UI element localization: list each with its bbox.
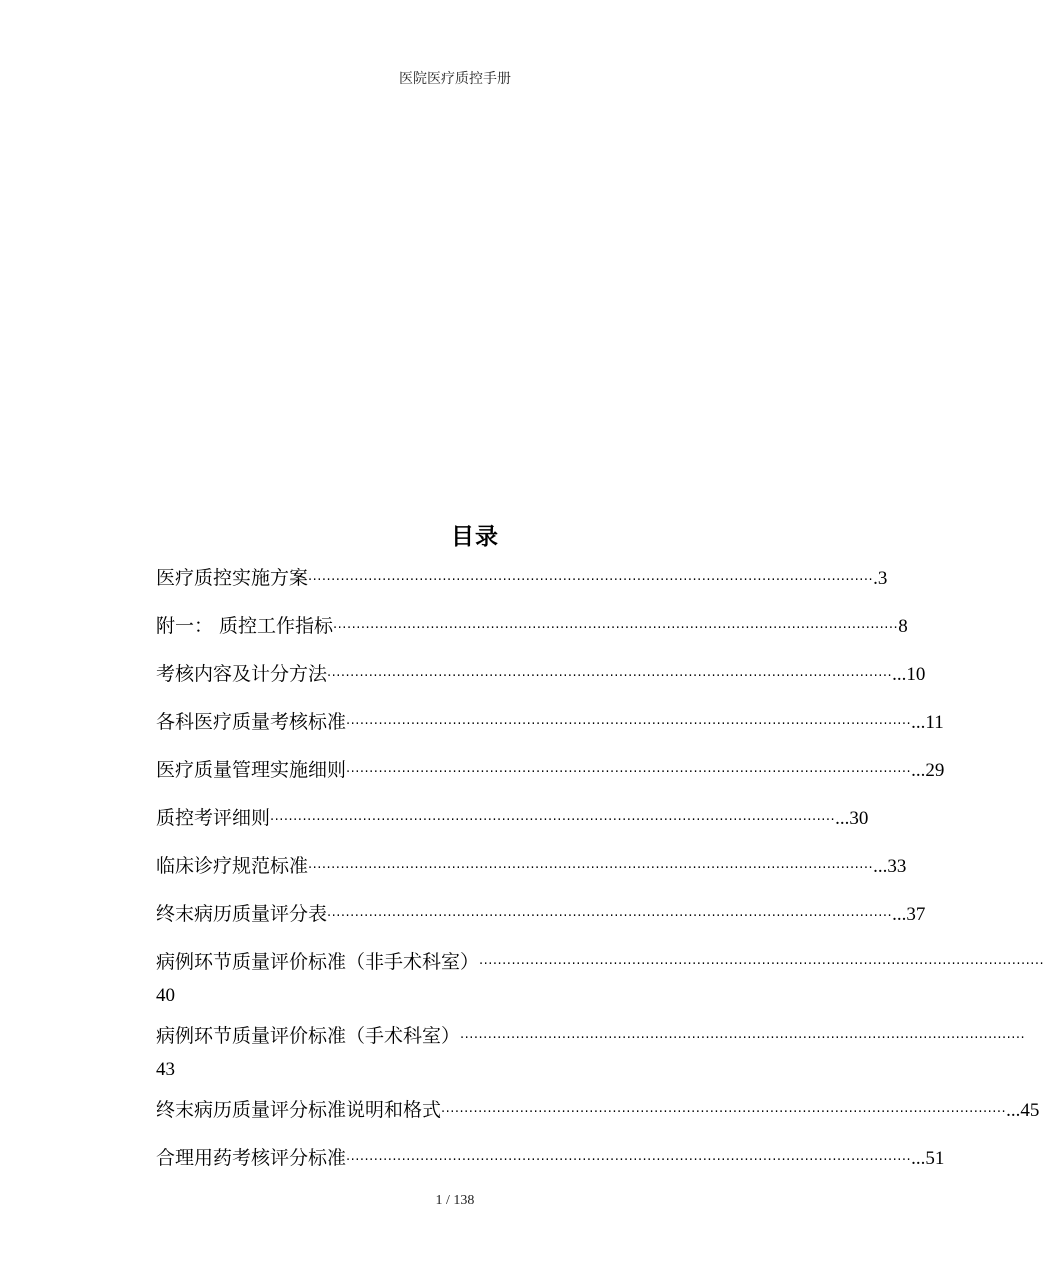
- toc-entry-label: 合理用药考核评分标准: [156, 1147, 347, 1169]
- dot-leader: ··························································································································: [308, 573, 874, 588]
- dot-leader: ··························································································································: [308, 861, 874, 876]
- toc-entry-page: ...11: [911, 712, 944, 733]
- dot-leader: ··························································································································: [441, 1105, 1007, 1120]
- dot-leader: ··························································································································: [346, 765, 912, 780]
- toc-entry-label: 各科医疗质量考核标准: [156, 711, 347, 733]
- toc-entry-label: 病例环节质量评价标准（非手术科室）: [156, 951, 480, 973]
- toc-entry[interactable]: [156, 1098, 1040, 1122]
- toc-entry-label: 终末病历质量评分标准说明和格式: [156, 1099, 442, 1121]
- page-number: 1 / 138: [435, 1193, 475, 1208]
- toc-entry-label: 病例环节质量评价标准（手术科室）: [156, 1025, 461, 1047]
- toc-entry[interactable]: [156, 1024, 1026, 1082]
- dot-leader: ··························································································································: [327, 669, 893, 684]
- toc-entry-page: 8: [898, 616, 908, 637]
- toc-entry-page: ...51: [911, 1148, 945, 1169]
- toc-entry[interactable]: [156, 662, 926, 686]
- table-of-contents: [156, 566, 1044, 1194]
- toc-entry[interactable]: [156, 566, 888, 590]
- toc-entry-page: 40: [156, 985, 175, 1006]
- toc-entry-label: 医疗质控实施方案: [156, 567, 309, 589]
- toc-entry[interactable]: [156, 902, 926, 926]
- dot-leader: ··························································································································: [333, 621, 899, 636]
- toc-entry-page: ...10: [892, 664, 926, 685]
- dot-leader: ··························································································································: [270, 813, 836, 828]
- toc-entry-page: 43: [156, 1059, 175, 1080]
- toc-entry-label: 质控考评细则: [156, 807, 271, 829]
- toc-entry[interactable]: [156, 710, 944, 734]
- toc-entry[interactable]: [156, 614, 908, 638]
- toc-entry-page: ...45: [1006, 1100, 1040, 1121]
- toc-entry[interactable]: [156, 854, 907, 878]
- toc-entry[interactable]: [156, 758, 945, 782]
- toc-entry-label: 医疗质量管理实施细则: [156, 759, 347, 781]
- toc-entry-page: ...33: [873, 856, 907, 877]
- page-header: 医院医疗质控手册: [399, 71, 511, 87]
- toc-entry-page: ...30: [835, 808, 869, 829]
- toc-entry-label: 考核内容及计分方法: [156, 663, 328, 685]
- toc-entry-label: 附一： 质控工作指标: [156, 615, 334, 637]
- toc-entry-label: 终末病历质量评分表: [156, 903, 328, 925]
- toc-entry[interactable]: [156, 806, 869, 830]
- toc-entry-page: ...37: [892, 904, 926, 925]
- dot-leader: ··························································································································: [327, 909, 893, 924]
- dot-leader: ··························································································································: [460, 1031, 1026, 1046]
- toc-entry-page: ...29: [911, 760, 945, 781]
- toc-entry[interactable]: [156, 950, 1044, 1008]
- toc-entry-label: 临床诊疗规范标准: [156, 855, 309, 877]
- toc-entry-page: .3: [873, 568, 888, 589]
- dot-leader: ··························································································································: [346, 1153, 912, 1168]
- toc-entry[interactable]: [156, 1146, 945, 1170]
- dot-leader: ··························································································································: [479, 957, 1044, 972]
- dot-leader: ··························································································································: [346, 717, 912, 732]
- toc-title: 目录: [451, 524, 499, 550]
